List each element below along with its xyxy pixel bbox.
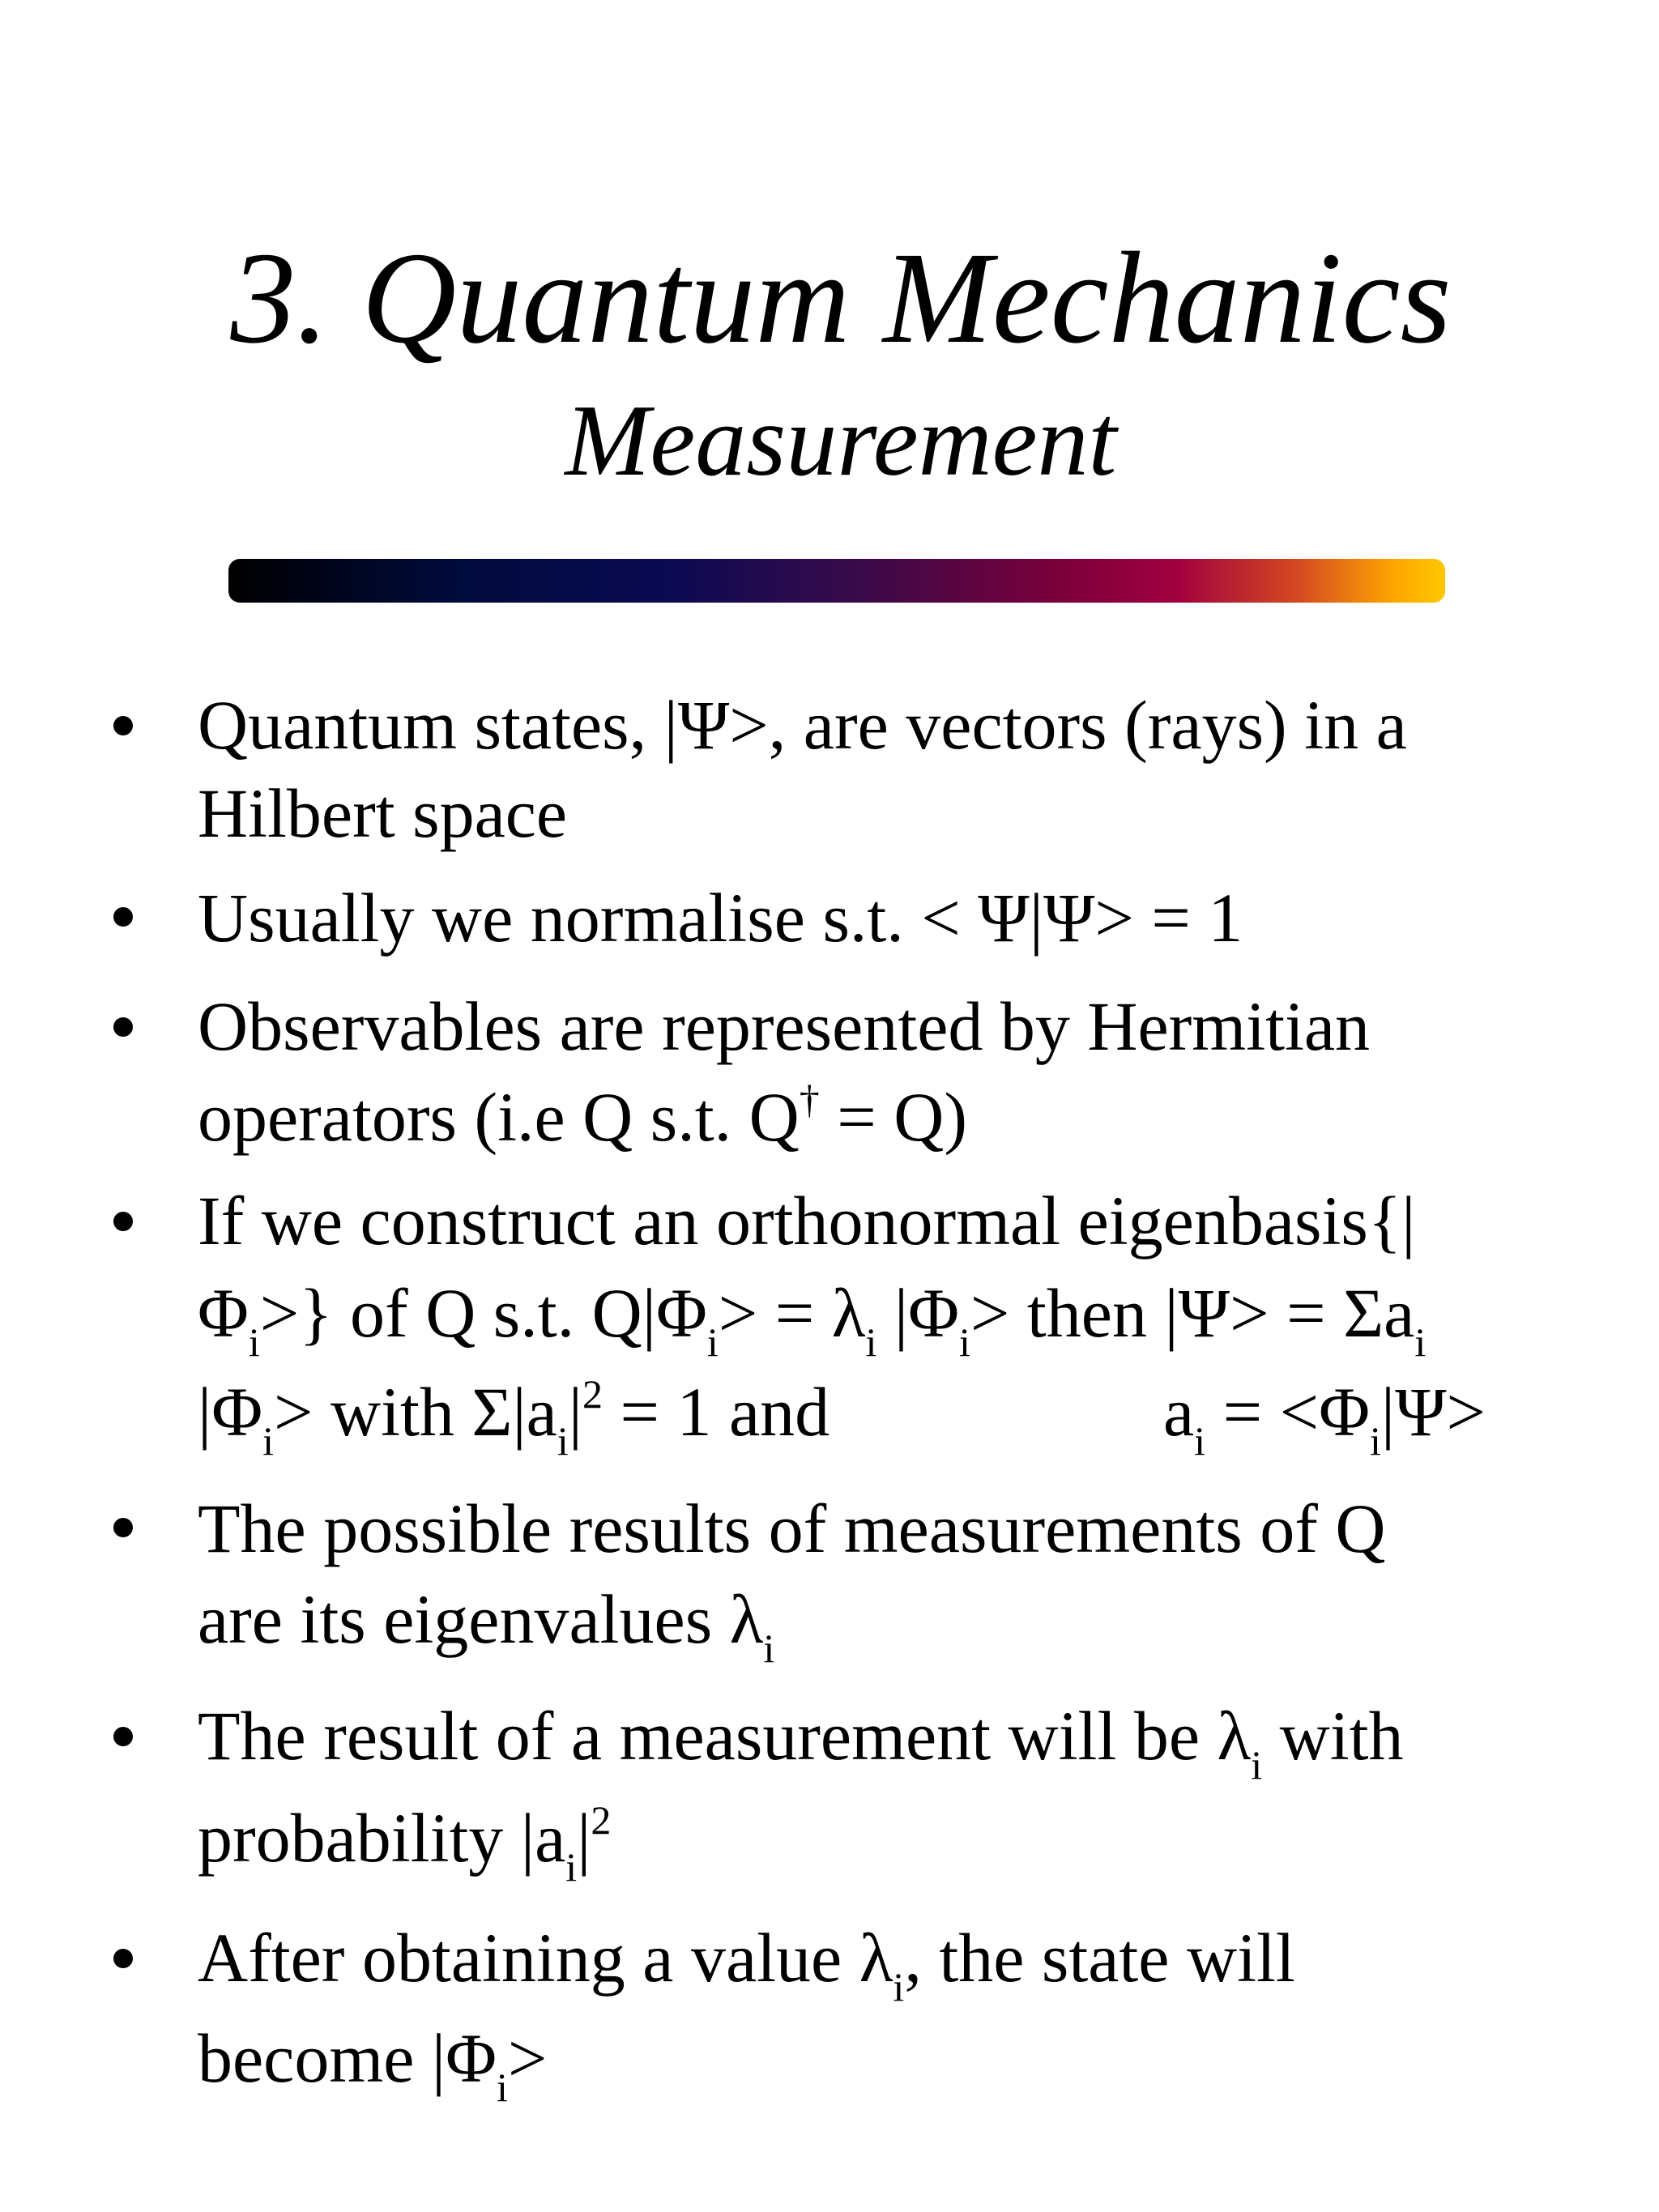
subscript: i [565,1844,578,1890]
text-span: >} of Q s.t. Q|Φ [259,1274,707,1352]
subscript: i [557,1418,569,1464]
text-span: with [1262,1697,1404,1775]
subscript: i [958,1319,970,1365]
subscript: i [1414,1319,1427,1365]
bullet-text-line: The possible results of measurements of Q [198,1490,1386,1567]
subscript: i [497,2065,508,2110]
bullet-text-line [198,1919,1295,2010]
bullet-text-line [198,1076,968,1156]
text-span: After obtaining a value λ [198,1919,893,1997]
bullet-text-line-right [1163,1373,1486,1464]
text-span: probability |a [198,1799,566,1877]
page-title: 3. Quantum Mechanics [230,226,1452,371]
bullet-icon [113,716,133,735]
text-span: The result of a measurement will be λ [198,1697,1252,1775]
text-span: > then |Ψ> = Σa [970,1274,1415,1352]
superscript: 2 [591,1797,612,1843]
text-span: a [1163,1373,1195,1451]
bullet-text-line: Hilbert space [198,774,568,852]
text-span: become |Φ [198,2019,497,2097]
text-span: Φ [198,1274,249,1352]
subscript: i [1194,1418,1206,1464]
page-subtitle: Measurement [565,385,1117,497]
bullet-icon [113,1949,133,1968]
text-span: |Φ [876,1274,959,1352]
text-span: > [507,2019,548,2097]
gradient-divider-bar [228,559,1445,603]
bullet-icon [113,1518,133,1537]
bullet-text-line [198,2019,548,2110]
bullet-icon [113,1017,133,1037]
subscript: i [865,1319,877,1365]
subscript: i [262,1418,274,1464]
bullet-text-line: Usually we normalise s.t. < Ψ|Ψ> = 1 [198,879,1243,957]
text-span: , the state will [904,1919,1295,1997]
subscript: i [893,1964,905,2010]
text-span: | [568,1373,582,1451]
text-span: > = λ [718,1274,866,1352]
text-span: |Ψ> [1380,1373,1486,1451]
subscript: i [1251,1742,1263,1788]
text-span: = Q) [819,1078,968,1156]
bullet-icon [113,907,133,927]
text-span: |Φ [198,1373,263,1451]
bullet-icon [113,1212,133,1231]
text-span: = <Φ [1205,1373,1370,1451]
bullet-text-line [198,1797,612,1890]
bullet-text-line [198,1371,830,1464]
bullet-icon [113,1727,133,1746]
text-span: | [577,1799,591,1877]
text-span: operators (i.e Q s.t. Q [198,1078,800,1156]
text-span: > with Σ|a [274,1373,557,1451]
superscript: † [799,1076,820,1122]
bullet-text-line [198,1274,1427,1365]
subscript: i [1369,1418,1381,1464]
text-span: are its eigenvalues λ [198,1580,764,1658]
bullet-text-line: Quantum states, |Ψ>, are vectors (rays) in a [198,686,1407,764]
subscript: i [763,1626,775,1671]
bullet-text-line: If we construct an orthonormal eigenbasis{| [198,1182,1416,1259]
subscript: i [248,1319,260,1365]
bullet-text-line [198,1580,775,1671]
subscript: i [706,1319,719,1365]
text-span: = 1 and [602,1373,830,1451]
bullet-text-line [198,1697,1404,1788]
superscript: 2 [582,1371,603,1417]
bullet-text-line: Observables are represented by Hermitian [198,987,1371,1065]
